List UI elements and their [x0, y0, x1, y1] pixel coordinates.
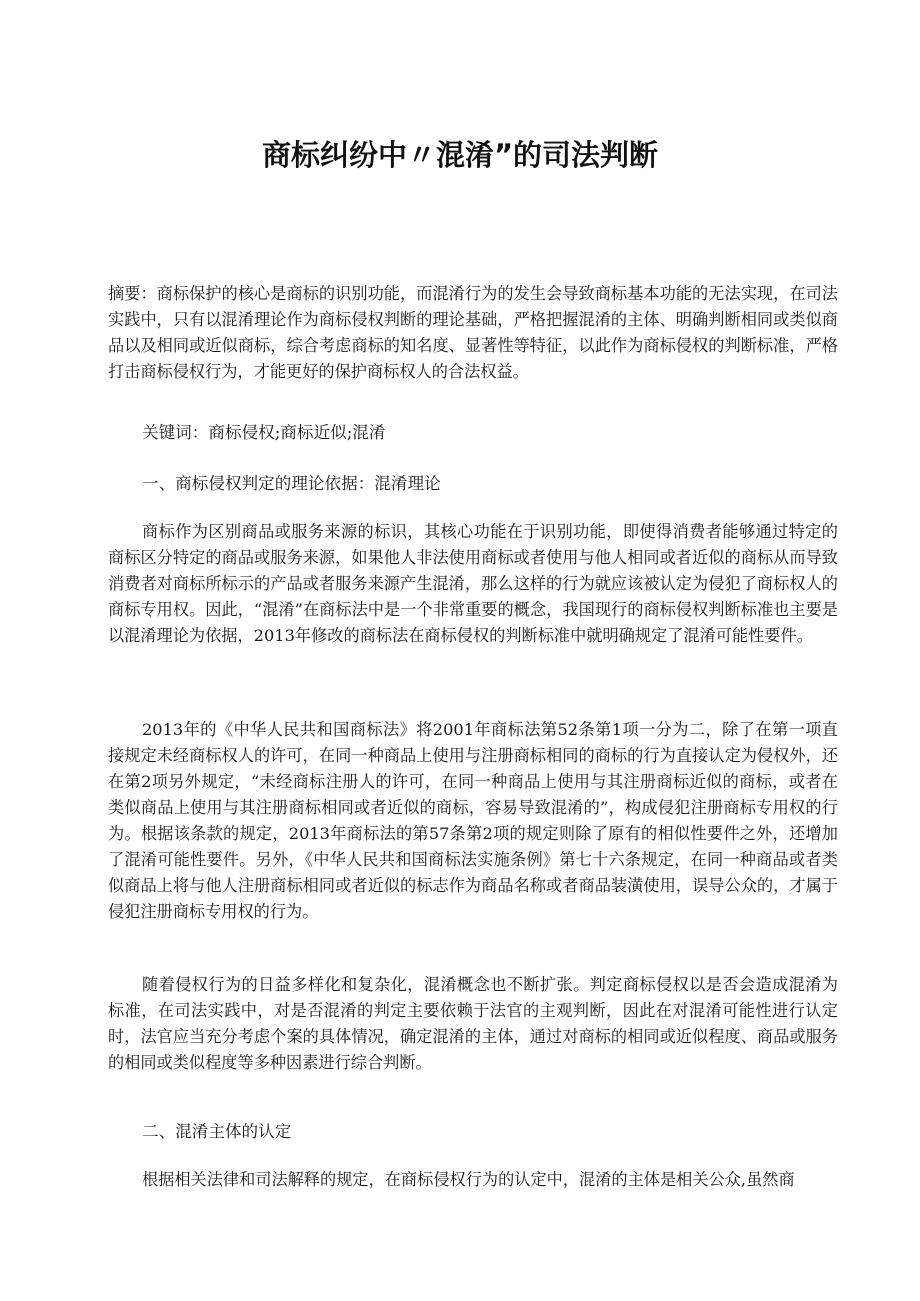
keywords-line: 关键词：商标侵权;商标近似;混淆 — [142, 423, 386, 442]
document-title: 商标纠纷中〃混淆”的司法判断 — [261, 138, 659, 172]
section-1-paragraph-1: 商标作为区别商品或服务来源的标识，其核心功能在于识别功能，即使得消费者能够通过特定的商标区分特定的商品或服务来源，如果他人非法使用商标或者使用与他人相同或者近似的商标从而导致消费者对商标所标示的产品或者服务来源产生混淆，那么这样的行为就应该被认定为侵犯了商标权人的商标专用权。因此，“混淆”在商标法中是一个非常重要的概念，我国现行的商标侵权判断标准也主要是以混淆理论为依据，2013年修改的商标法在商标侵权的判断标准中就明确规定了混淆可能性要件。 — [108, 522, 838, 645]
abstract-paragraph: 摘要：商标保护的核心是商标的识别功能，而混淆行为的发生会导致商标基本功能的无法实现，在司法实践中，只有以混淆理论作为商标侵权判断的理论基础，严格把握混淆的主体、明确判断相同或类似商品以及相同或近似商标，综合考虑商标的知名度、显著性等特征，以此作为商标侵权的判断标准，严格打击商标侵权行为，才能更好的保护商标权人的合法权益。 — [108, 284, 838, 381]
section-2-heading: 二、混淆主体的认定 — [142, 1122, 292, 1141]
section-1-paragraph-3: 随着侵权行为的日益多样化和复杂化，混淆概念也不断扩张。判定商标侵权以是否会造成混淆为标准，在司法实践中，对是否混淆的判定主要依赖于法官的主观判断，因此在对混淆可能性进行认定时，法官应当充分考虑个案的具体情况，确定混淆的主体，通过对商标的相同或近似程度、商品或服务的相同或类似程度等多种因素进行综合判断。 — [108, 975, 838, 1072]
section-1-paragraph-2: 2013年的《中华人民共和国商标法》将2001年商标法第52条第1项一分为二，除了在第一项直接规定未经商标权人的许可，在同一种商品上使用与注册商标相同的商标的行为直接认定为侵权外，还在第2项另外规定，“未经商标注册人的许可，在同一种商品上使用与其注册商标近似的商标，或者在类似商品上使用与其注册商标相同或者近似的商标，容易导致混淆的”，构成侵犯注册商标专用权的行为。根据该条款的规定，2013年商标法的第57条第2项的规定则除了原有的相似性要件之外，还增加了混淆可能性要件。另外，《中华人民共和国商标法实施条例》第七十六条规定，在同一种商品或者类似商品上将与他人注册商标相同或者近似的标志作为商品名称或者商品装潢使用，误导公众的，才属于侵犯注册商标专用权的行为。 — [108, 720, 838, 921]
section-1-heading: 一、商标侵权判定的理论依据：混淆理论 — [142, 474, 441, 493]
section-2-paragraph-1: 根据相关法律和司法解释的规定，在商标侵权行为的认定中，混淆的主体是相关公众,虽然商 — [142, 1170, 795, 1189]
